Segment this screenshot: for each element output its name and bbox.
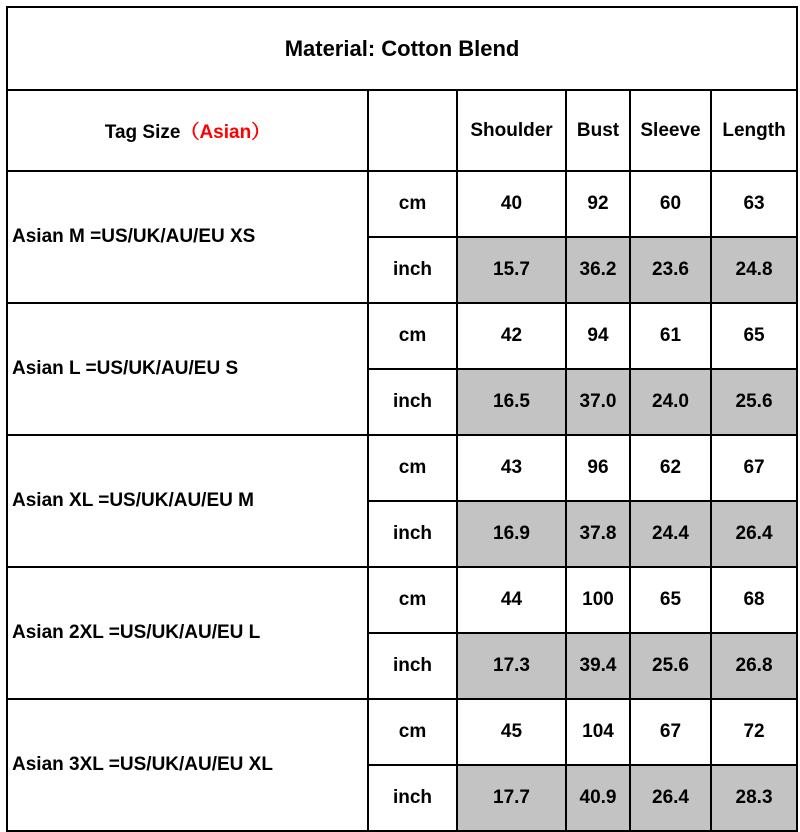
unit-header-empty xyxy=(368,90,457,171)
tag-size-cell: Asian 3XL =US/UK/AU/EU XL xyxy=(7,699,368,831)
tag-size-cell: Asian 2XL =US/UK/AU/EU L xyxy=(7,567,368,699)
measurement-cell-length: 26.8 xyxy=(711,633,797,699)
measurement-cell-sleeve: 24.4 xyxy=(630,501,711,567)
table-row xyxy=(7,699,797,765)
header-row xyxy=(7,90,797,171)
measurement-cell-bust: 36.2 xyxy=(566,237,630,303)
size-chart-body xyxy=(7,7,797,831)
measurement-cell-shoulder: 17.7 xyxy=(457,765,566,831)
title-row xyxy=(7,7,797,90)
measurement-cell-shoulder: 17.3 xyxy=(457,633,566,699)
column-header-shoulder: Shoulder xyxy=(457,90,566,171)
measurement-cell-length: 25.6 xyxy=(711,369,797,435)
measurement-cell-shoulder: 16.9 xyxy=(457,501,566,567)
measurement-cell-shoulder: 40 xyxy=(457,171,566,237)
tag-size-cell: Asian L =US/UK/AU/EU S xyxy=(7,303,368,435)
measurement-cell-length: 67 xyxy=(711,435,797,501)
measurement-cell-sleeve: 62 xyxy=(630,435,711,501)
measurement-cell-sleeve: 25.6 xyxy=(630,633,711,699)
unit-cell-inch: inch xyxy=(368,633,457,699)
column-header-length: Length xyxy=(711,90,797,171)
tag-size-accent: （Asian） xyxy=(180,122,271,143)
tag-size-cell: Asian XL =US/UK/AU/EU M xyxy=(7,435,368,567)
measurement-cell-sleeve: 61 xyxy=(630,303,711,369)
measurement-cell-sleeve: 65 xyxy=(630,567,711,633)
unit-cell-cm: cm xyxy=(368,171,457,237)
measurement-cell-bust: 94 xyxy=(566,303,630,369)
column-header-bust: Bust xyxy=(566,90,630,171)
measurement-cell-length: 63 xyxy=(711,171,797,237)
column-header-sleeve: Sleeve xyxy=(630,90,711,171)
unit-cell-cm: cm xyxy=(368,303,457,369)
measurement-cell-bust: 37.8 xyxy=(566,501,630,567)
unit-cell-cm: cm xyxy=(368,435,457,501)
unit-cell-inch: inch xyxy=(368,237,457,303)
measurement-cell-length: 26.4 xyxy=(711,501,797,567)
measurement-cell-length: 28.3 xyxy=(711,765,797,831)
measurement-cell-bust: 92 xyxy=(566,171,630,237)
measurement-cell-shoulder: 44 xyxy=(457,567,566,633)
unit-cell-inch: inch xyxy=(368,501,457,567)
measurement-cell-bust: 104 xyxy=(566,699,630,765)
tag-size-label: Tag Size xyxy=(104,122,181,143)
table-row xyxy=(7,567,797,633)
measurement-cell-sleeve: 24.0 xyxy=(630,369,711,435)
tag-size-cell: Asian M =US/UK/AU/EU XS xyxy=(7,171,368,303)
unit-cell-inch: inch xyxy=(368,765,457,831)
measurement-cell-sleeve: 26.4 xyxy=(630,765,711,831)
measurement-cell-shoulder: 45 xyxy=(457,699,566,765)
table-row xyxy=(7,303,797,369)
measurement-cell-sleeve: 67 xyxy=(630,699,711,765)
measurement-cell-bust: 40.9 xyxy=(566,765,630,831)
unit-cell-cm: cm xyxy=(368,699,457,765)
table-row xyxy=(7,171,797,237)
measurement-cell-length: 24.8 xyxy=(711,237,797,303)
measurement-cell-bust: 37.0 xyxy=(566,369,630,435)
table-row xyxy=(7,435,797,501)
measurement-cell-sleeve: 60 xyxy=(630,171,711,237)
measurement-cell-bust: 96 xyxy=(566,435,630,501)
measurement-cell-shoulder: 15.7 xyxy=(457,237,566,303)
measurement-cell-length: 68 xyxy=(711,567,797,633)
size-chart-table xyxy=(6,6,798,832)
measurement-cell-bust: 100 xyxy=(566,567,630,633)
measurement-cell-sleeve: 23.6 xyxy=(630,237,711,303)
measurement-cell-shoulder: 16.5 xyxy=(457,369,566,435)
material-title: Material: Cotton Blend xyxy=(7,7,797,90)
measurement-cell-shoulder: 42 xyxy=(457,303,566,369)
measurement-cell-length: 72 xyxy=(711,699,797,765)
unit-cell-inch: inch xyxy=(368,369,457,435)
measurement-cell-bust: 39.4 xyxy=(566,633,630,699)
measurement-cell-length: 65 xyxy=(711,303,797,369)
measurement-cell-shoulder: 43 xyxy=(457,435,566,501)
unit-cell-cm: cm xyxy=(368,567,457,633)
tag-size-header xyxy=(7,90,368,171)
